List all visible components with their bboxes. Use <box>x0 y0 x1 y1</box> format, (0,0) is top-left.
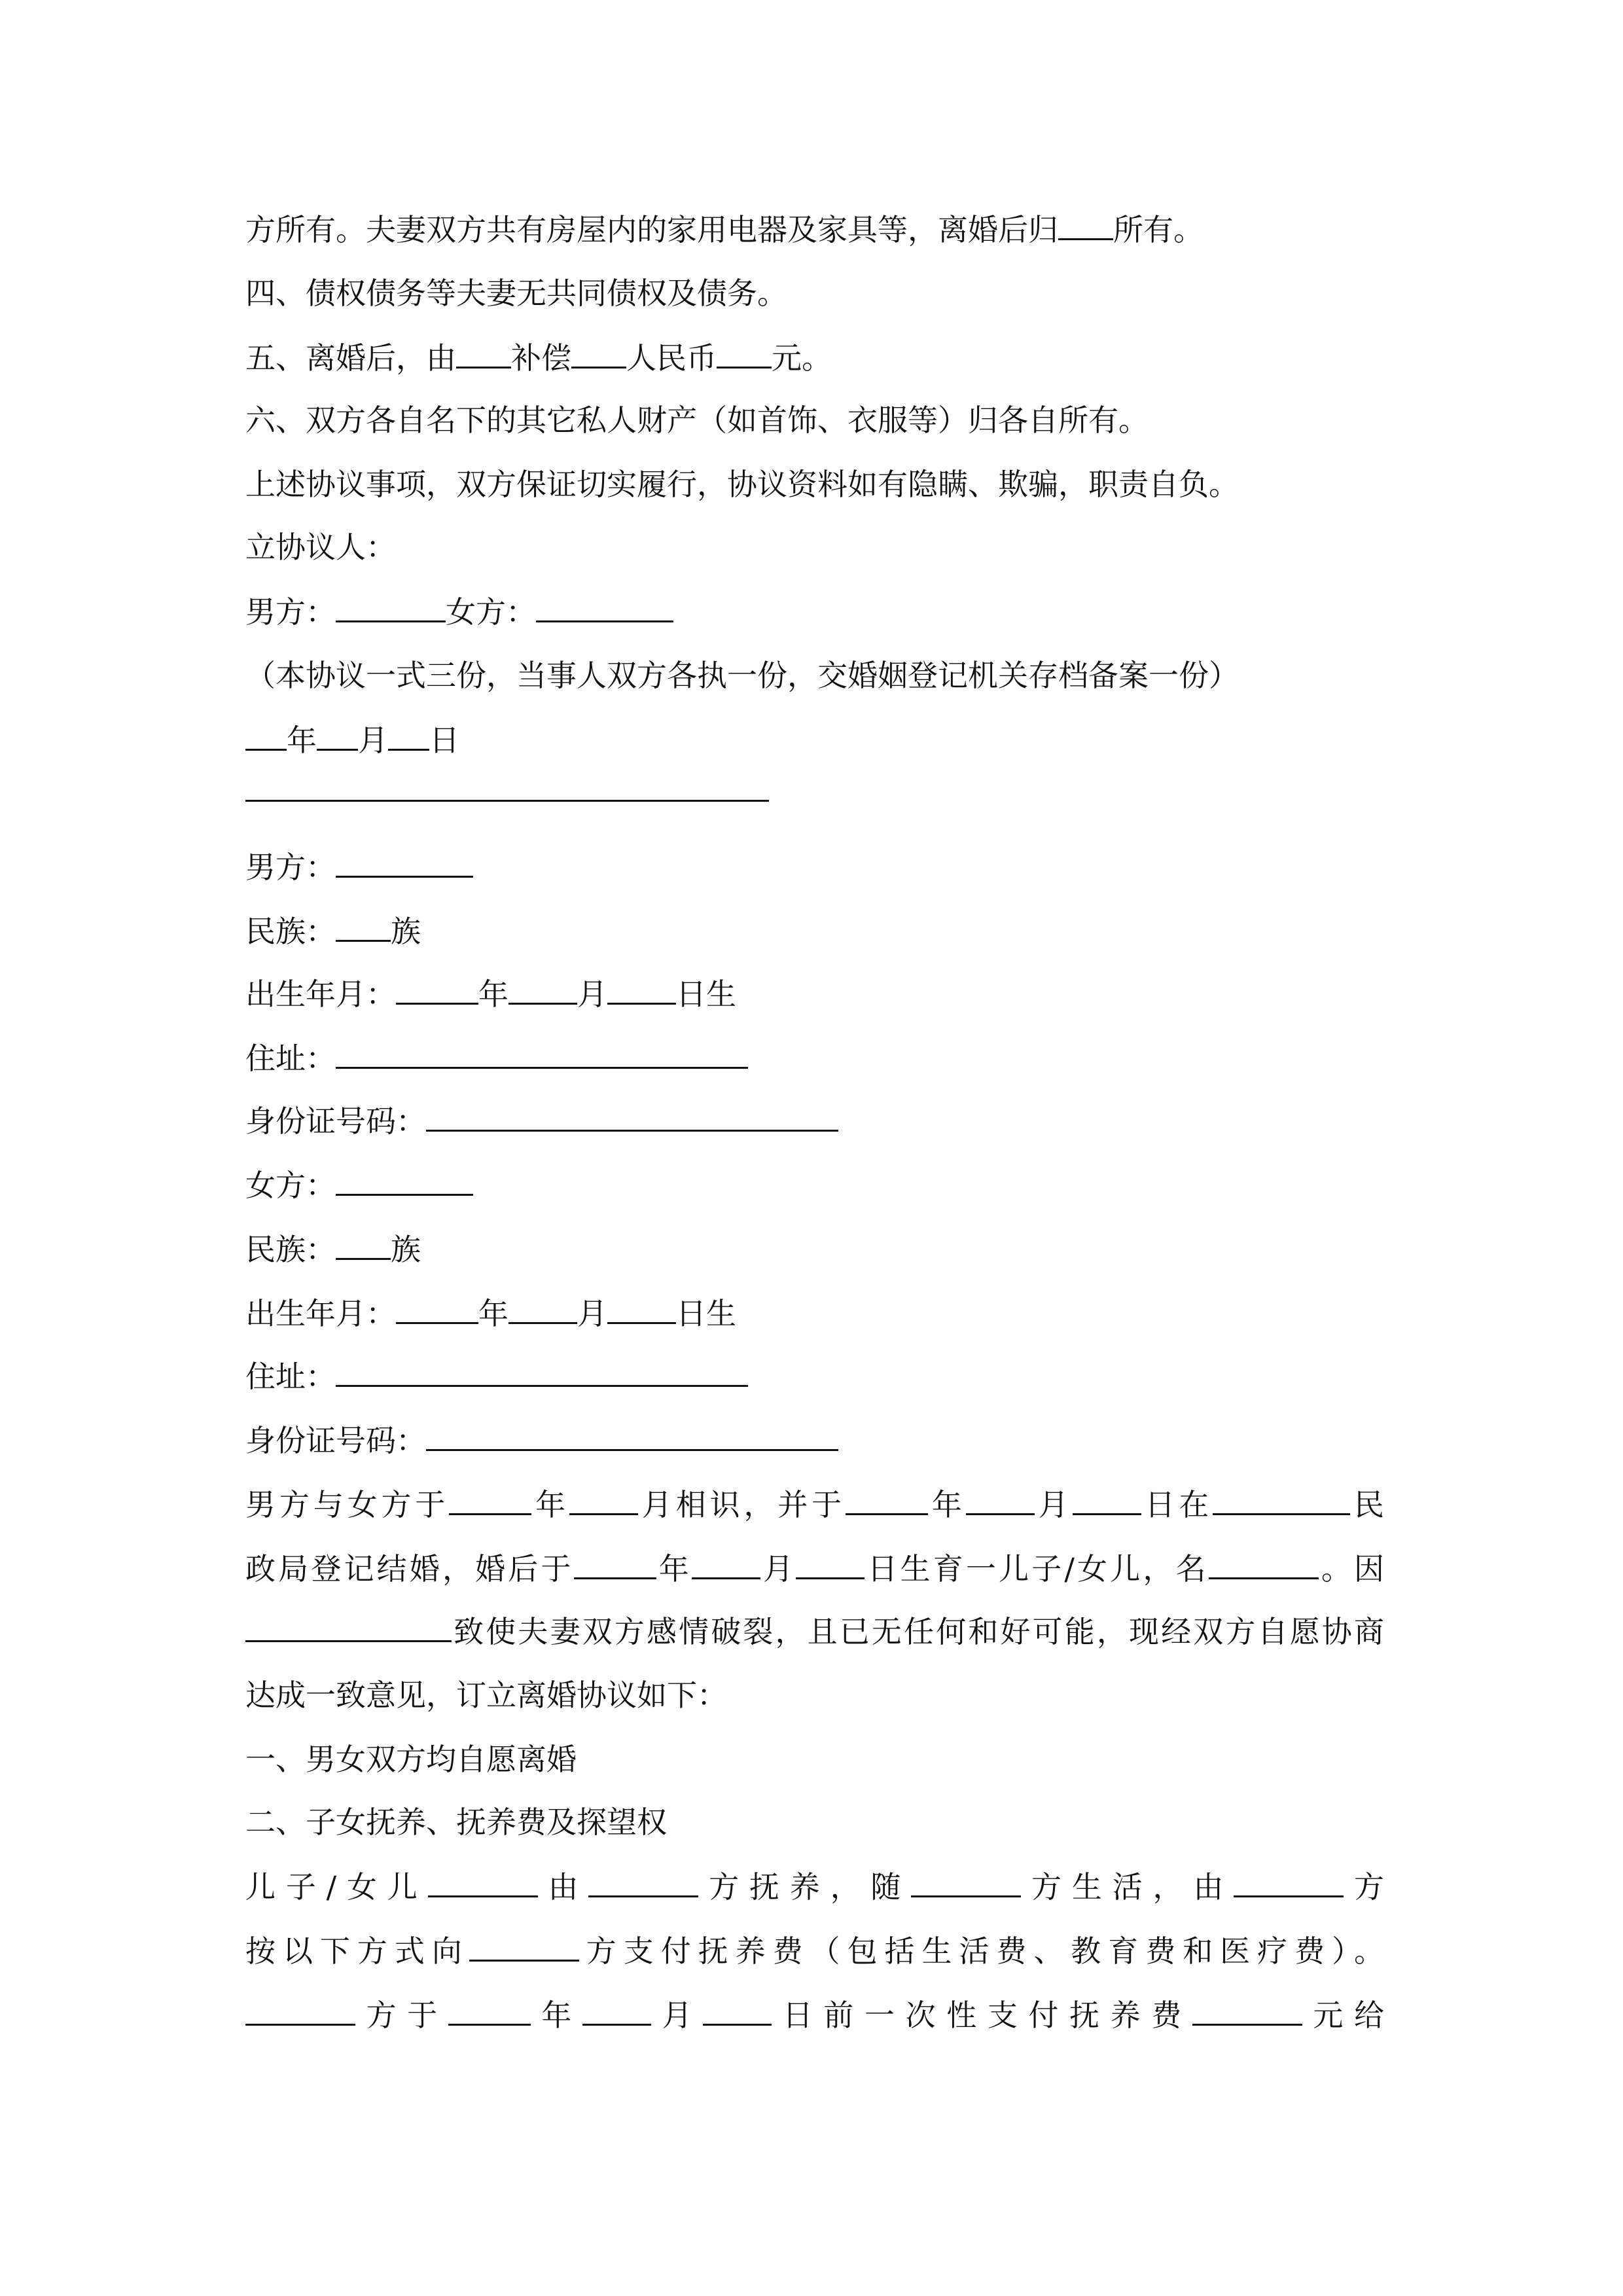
fill-blank[interactable] <box>336 1165 473 1196</box>
line-text: 日生 <box>676 977 736 1012</box>
doc-line-l24 <box>245 1740 1384 1779</box>
fill-blank[interactable] <box>449 1484 531 1515</box>
line-text: 年 <box>928 1487 966 1522</box>
fill-blank[interactable] <box>396 974 478 1005</box>
line-text: 五、离婚后，由 <box>245 340 456 376</box>
line-text: 由 <box>537 1869 589 1905</box>
line-text: 民族： <box>245 914 336 949</box>
line-text: 六、双方各自名下的其它私人财产（如首饰、衣服等）归各自所有。 <box>245 403 1149 438</box>
line-text: 年 <box>530 1998 583 2033</box>
line-text: 方抚养，随 <box>698 1869 912 1905</box>
line-text: 致使夫妻双方感情破裂，且已无任何和好可能，现经双方自愿协商 <box>452 1614 1384 1649</box>
line-text: 方支付抚养费（包括生活费、教育费和医疗费）。 <box>579 1933 1385 1969</box>
fill-blank[interactable] <box>388 720 429 751</box>
doc-line-l05 <box>245 465 1384 504</box>
fill-blank[interactable] <box>508 974 577 1005</box>
line-text: 月 <box>651 1998 704 2033</box>
fill-blank[interactable] <box>336 847 473 878</box>
fill-blank[interactable] <box>1213 1484 1350 1515</box>
doc-line-l11 <box>245 911 1384 950</box>
doc-line-l06 <box>245 528 1384 567</box>
line-text: 日 <box>429 723 459 758</box>
fill-blank[interactable] <box>569 1484 638 1515</box>
fill-blank[interactable] <box>336 1229 391 1260</box>
line-text: 补偿 <box>511 340 571 376</box>
fill-blank[interactable] <box>396 1293 478 1324</box>
fill-blank[interactable] <box>1192 1995 1302 2026</box>
fill-blank[interactable] <box>456 338 511 368</box>
line-text: （本协议一式三份，当事人双方各执一份，交婚姻登记机关存档备案一份） <box>245 658 1239 693</box>
doc-line-l02 <box>245 274 1384 313</box>
doc-line-l26 <box>245 1867 1384 1906</box>
line-text: 一、男女双方均自愿离婚 <box>245 1742 577 1777</box>
line-text: 年 <box>531 1487 569 1522</box>
line-text: 政局登记结婚，婚后于 <box>245 1551 574 1587</box>
doc-line-l27 <box>245 1931 1384 1970</box>
fill-blank[interactable] <box>336 592 446 622</box>
fill-blank[interactable] <box>336 1356 748 1387</box>
line-text: 男方： <box>245 850 336 885</box>
fill-blank[interactable] <box>469 1931 579 1962</box>
doc-line-l28 <box>245 1995 1384 2034</box>
line-text: 方于 <box>355 1998 448 2033</box>
fill-blank[interactable] <box>607 1293 676 1324</box>
doc-line-l09 <box>245 720 1384 759</box>
fill-blank[interactable] <box>911 1867 1021 1897</box>
doc-line-l20 <box>245 1484 1384 1524</box>
line-text: 住址： <box>245 1359 336 1394</box>
line-text: 月 <box>577 977 607 1012</box>
doc-line-l23 <box>245 1676 1384 1715</box>
line-text: 年 <box>478 977 508 1012</box>
line-text: 月相识，并于 <box>637 1487 846 1522</box>
line-text: 年 <box>287 723 317 758</box>
fill-blank[interactable] <box>692 1549 760 1579</box>
line-text: 日生 <box>676 1296 736 1331</box>
line-text: 日在 <box>1141 1487 1213 1522</box>
fill-blank[interactable] <box>426 1101 838 1132</box>
fill-blank[interactable] <box>336 1038 748 1069</box>
line-text: 元。 <box>772 340 832 376</box>
doc-line-l12 <box>245 974 1384 1013</box>
doc-line-l13 <box>245 1038 1384 1077</box>
doc-line-l15 <box>245 1165 1384 1204</box>
doc-line-l21 <box>245 1549 1384 1588</box>
line-text: 民族： <box>245 1232 336 1267</box>
line-text: 方 <box>1344 1869 1385 1905</box>
line-text: 方所有。夫妻双方共有房屋内的家用电器及家具等，离婚后归 <box>245 212 1058 247</box>
doc-line-l04 <box>245 401 1384 440</box>
fill-blank[interactable] <box>588 1867 698 1897</box>
doc-line-l10 <box>245 847 1384 886</box>
line-text: 方生活，由 <box>1021 1869 1234 1905</box>
line-text: 住址： <box>245 1041 336 1076</box>
line-text: 二、子女抚养、抚养费及探望权 <box>245 1804 667 1840</box>
fill-blank[interactable] <box>536 592 673 622</box>
fill-blank[interactable] <box>607 974 676 1005</box>
fill-blank[interactable] <box>574 1549 656 1579</box>
line-text: 上述协议事项，双方保证切实履行，协议资料如有隐瞒、欺骗，职责自负。 <box>245 467 1239 502</box>
fill-blank[interactable] <box>317 720 358 751</box>
line-text: 月 <box>760 1551 796 1587</box>
fill-blank[interactable] <box>245 1995 355 2026</box>
doc-line-l17 <box>245 1293 1384 1333</box>
fill-blank[interactable] <box>1234 1867 1344 1897</box>
line-text: 人民币 <box>626 340 717 376</box>
line-text: 身份证号码： <box>245 1423 426 1458</box>
line-text: 年 <box>478 1296 508 1331</box>
fill-blank[interactable] <box>703 1995 772 2026</box>
fill-blank[interactable] <box>571 338 626 368</box>
fill-blank[interactable] <box>846 1484 928 1515</box>
fill-blank[interactable] <box>1073 1484 1141 1515</box>
line-text: 立协议人： <box>245 529 396 565</box>
fill-blank[interactable] <box>966 1484 1035 1515</box>
line-text: 出生年月： <box>245 977 396 1012</box>
line-text: 所有。 <box>1113 212 1204 247</box>
doc-line-l19 <box>245 1420 1384 1460</box>
line-text: 男方与女方于 <box>245 1487 450 1522</box>
line-text: 按以下方式向 <box>245 1933 469 1969</box>
line-text: 。因 <box>1318 1551 1385 1587</box>
fill-blank[interactable] <box>245 1611 452 1642</box>
separator-rule <box>245 800 769 802</box>
doc-line-l07 <box>245 592 1384 631</box>
line-text: 月 <box>1034 1487 1073 1522</box>
fill-blank[interactable] <box>428 1867 538 1897</box>
line-text: 族 <box>391 1232 421 1267</box>
doc-line-l18 <box>245 1356 1384 1395</box>
doc-line-l03 <box>245 338 1384 377</box>
line-text: 月 <box>358 723 388 758</box>
line-text: 月 <box>577 1296 607 1331</box>
line-text: 日前一次性支付抚养费 <box>772 1998 1192 2033</box>
line-text: 女方： <box>446 594 536 630</box>
doc-line-l16 <box>245 1229 1384 1268</box>
line-text: 元给 <box>1302 1998 1385 2033</box>
line-text: 身份证号码： <box>245 1103 426 1139</box>
fill-blank[interactable] <box>426 1420 838 1451</box>
line-text: 日生育一儿子/女儿，名 <box>865 1551 1209 1587</box>
doc-line-l08 <box>245 656 1384 695</box>
fill-blank[interactable] <box>508 1293 577 1324</box>
line-text: 男方： <box>245 594 336 630</box>
fill-blank[interactable] <box>717 338 772 368</box>
line-text: 女方： <box>245 1168 336 1203</box>
doc-line-l22 <box>245 1611 1384 1651</box>
fill-blank[interactable] <box>1209 1549 1319 1579</box>
fill-blank[interactable] <box>336 911 391 942</box>
fill-blank[interactable] <box>582 1995 651 2026</box>
line-text: 儿子/女儿 <box>245 1869 428 1905</box>
fill-blank[interactable] <box>796 1549 865 1579</box>
doc-line-l14 <box>245 1101 1384 1140</box>
line-text: 民 <box>1350 1487 1385 1522</box>
doc-line-l01 <box>245 209 1384 249</box>
line-text: 四、债权债务等夫妻无共同债权及债务。 <box>245 276 787 311</box>
fill-blank[interactable] <box>448 1995 531 2026</box>
line-text: 出生年月： <box>245 1296 396 1331</box>
line-text: 达成一致意见，订立离婚协议如下： <box>245 1677 727 1713</box>
line-text: 族 <box>391 914 421 949</box>
fill-blank[interactable] <box>245 720 287 751</box>
line-text: 年 <box>656 1551 692 1587</box>
fill-blank[interactable] <box>1058 209 1113 240</box>
doc-line-l25 <box>245 1803 1384 1842</box>
